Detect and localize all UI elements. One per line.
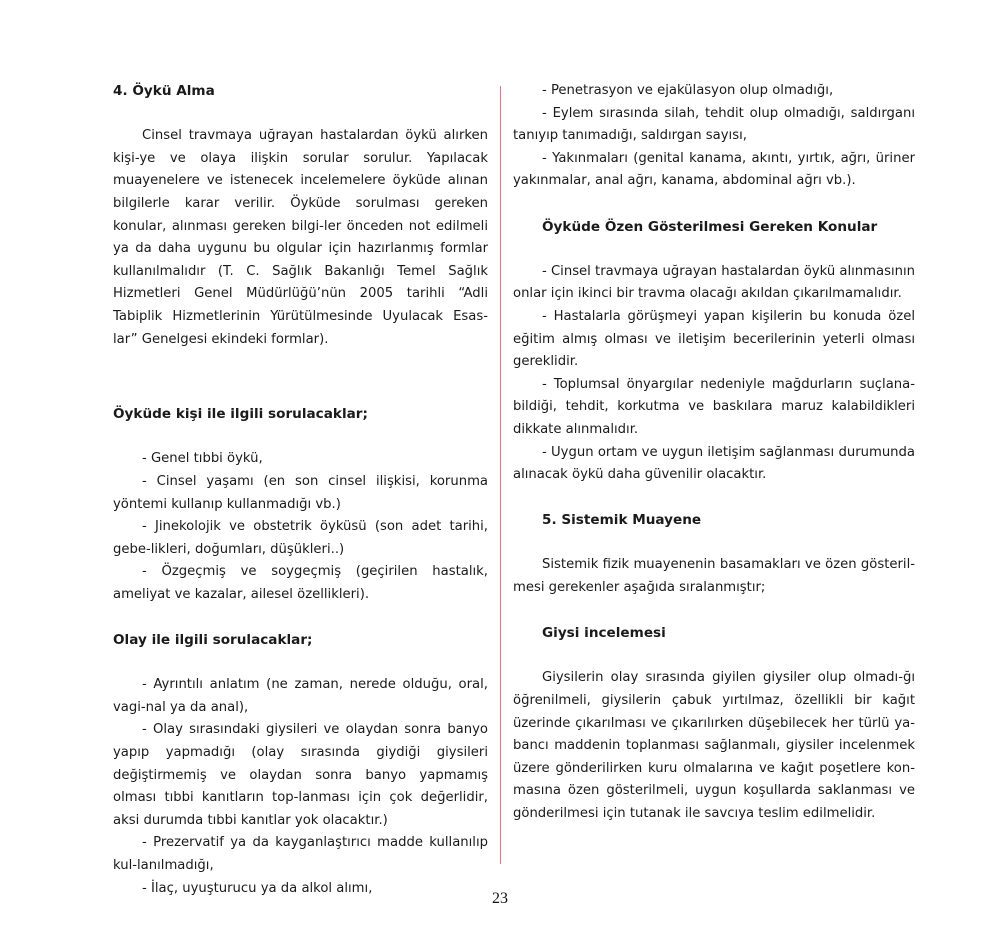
list-item: - Yakınmaları (genital kanama, akıntı, yırtık, ağrı, üriner yakınmalar, anal ağrı, kanama, abdominal ağrı vb.). <box>513 150 915 189</box>
left-column <box>113 80 488 900</box>
heading-incident-questions: Olay ile ilgili sorulacaklar; <box>113 632 313 649</box>
heading-clothing-exam: Giysi incelemesi <box>542 625 666 642</box>
list-item: - Uygun ortam ve uygun iletişim sağlanması durumunda alınacak öykü daha güvenilir olacaktır. <box>513 444 915 483</box>
heading-person-questions: Öyküde kişi ile ilgili sorulacaklar; <box>113 406 368 423</box>
column-divider <box>500 86 501 864</box>
systemic-paragraph: Sistemik fizik muayenenin basamakları ve özen gösteril-mesi gerekenler aşağıda sıralanmıştır; <box>513 557 915 596</box>
list-item: - Genel tıbbi öykü, <box>142 451 263 467</box>
list-item: - Olay sırasındaki giysileri ve olaydan sonra banyo yapıp yapmadığı (olay sırasında giydiği giysileri değiştirmemiş ve olaydan sonra banyo yapmamış olması tıbbi kanıtların top-lanması için çok değerlidir, aksi durumda tıbbi kanıtlar yok olacaktır.) <box>113 722 488 828</box>
list-item: - İlaç, uyuşturucu ya da alkol alımı, <box>142 880 373 896</box>
list-item: - Özgeçmiş ve soygeçmiş (geçirilen hastalık, ameliyat ve kazalar, ailesel özellikleri). <box>113 564 488 602</box>
heading-systemic-exam: 5. Sistemik Muayene <box>542 512 702 529</box>
list-item: - Prezervatif ya da kayganlaştırıcı madde kullanılıp kul-lanılmadığı, <box>113 835 488 873</box>
heading-care-topics: Öyküde Özen Gösterilmesi Gereken Konular <box>542 218 878 235</box>
intro-paragraph: Cinsel travmaya uğrayan hastalardan öykü alırken kişi-ye ve olaya ilişkin sorular sorulur. Yapılacak muayenelere ve istenecek incelemelere öyküde alınan bilgilerle karar verilir. Öyküde sorulması gereken konular, alınması gereken bilgi-ler önceden not edilmeli ya da daha uygunu bu olgular için hazırlanmış formlar kullanılmalıdır (T. C. Sağlık Bakanlığı Temel Sağlık Hizmetleri Genel Müdürlüğü’nün 2005 tarihli “Adli Tabiplik Hizmetlerinin Yürütülmesinde Uyulacak Esas-lar” Genelgesi ekindeki formlar). <box>113 128 488 347</box>
section-heading-anamnesis: 4. Öykü Alma <box>113 83 215 99</box>
page-number: 23 <box>492 890 508 907</box>
list-item: - Jinekolojik ve obstetrik öyküsü (son adet tarihi, gebe-likleri, doğumları, düşükleri..) <box>113 519 488 557</box>
list-item: - Cinsel travmaya uğrayan hastalardan öykü alınmasının onlar için ikinci bir travma olacağı akıldan çıkarılmamalıdır. <box>513 263 915 302</box>
list-item: - Hastalarla görüşmeyi yapan kişilerin bu konuda özel eğitim almış olması ve iletişim becerilerinin yeterli olması gereklidir. <box>513 308 915 370</box>
clothing-paragraph: Giysilerin olay sırasında giyilen giysiler olup olmadı-ğı öğrenilmeli, giysilerin çabuk yırtılmaz, özellikli bir kağıt üzerinde çıkarılması ve çıkarılırken düşebilecek her türlü ya-bancı maddenin toplanması sağlanmalı, giysiler incelenmek üzere gönderilirken kuru olmalarına ve kağıt poşetlere kon-masına özen gösterilmeli, uygun koşullarda saklanması ve gönderilmesi için tutanak ile savcıya teslim edilmelidir. <box>513 670 915 821</box>
list-item: - Ayrıntılı anlatım (ne zaman, nerede olduğu, oral, vagi-nal ya da anal), <box>113 677 488 715</box>
list-item: - Eylem sırasında silah, tehdit olup olmadığı, saldırganı tanıyıp tanımadığı, saldırgan sayısı, <box>513 105 915 144</box>
list-item: - Penetrasyon ve ejakülasyon olup olmadığı, <box>542 83 834 98</box>
list-item: - Cinsel yaşamı (en son cinsel ilişkisi, korunma yöntemi kullanıp kullanmadığı vb.) <box>113 473 488 512</box>
right-column <box>513 80 915 826</box>
list-item: - Toplumsal önyargılar nedeniyle mağdurların suçlana-bildiği, tehdit, korkutma ve baskılara maruz kalabildikleri dikkate alınmalıdır. <box>513 376 915 437</box>
